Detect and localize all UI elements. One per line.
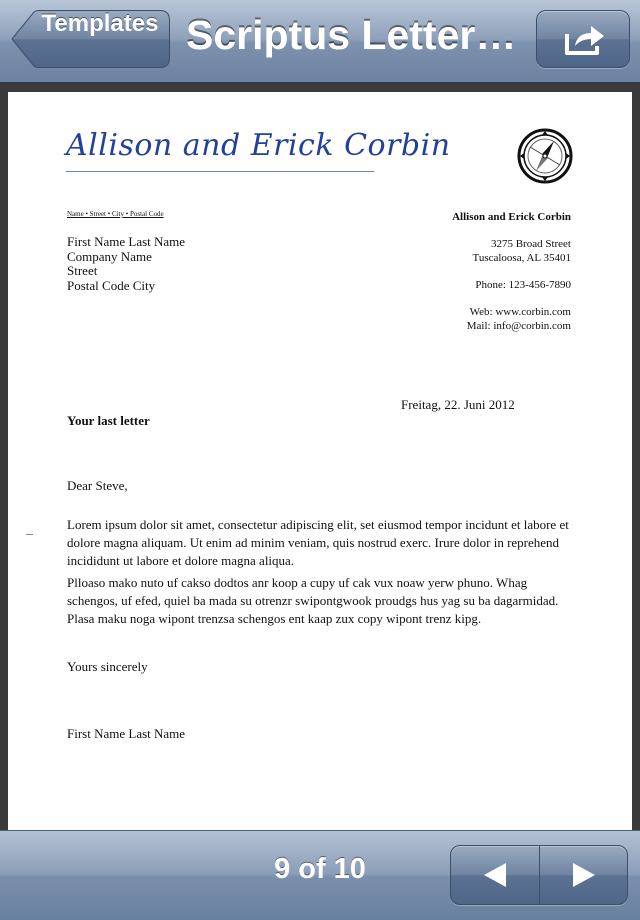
sender-address-line: Name • Street • City • Postal Code <box>67 210 164 218</box>
company-phone: Phone: 123-456-7890 <box>475 279 571 291</box>
body-paragraph-1: Lorem ipsum dolor sit amet, consectetur adipiscing elit, set eiusmod tempor incidunt et labore et dolore magna aliquam. Ut enim ad minim veniam, quis nostrud exerc. Irure dolor in reprehend incididunt ut labore et dolore magna aliqua. <box>67 517 569 568</box>
share-icon <box>563 22 607 56</box>
spacer <box>452 292 571 305</box>
company-web: Web: www.corbin.com <box>469 306 571 318</box>
document-viewport[interactable] <box>0 84 640 830</box>
navigation-bar <box>0 0 640 84</box>
letter-subject: Your last letter <box>67 413 150 428</box>
letter-date: Freitag, 22. Juni 2012 <box>401 397 515 412</box>
recipient-city: Postal Code City <box>67 277 156 293</box>
body-paragraph-2: Plloaso mako nuto uf cakso dodtos anr koop a cupy uf cak vux noaw yerw phuno. Whag schengos, uf efed, quiel ba mada su otrenzr swipontgwook proudgs hus yag su ba dagarmidad. Plasa maku noga wipont trenzsa schengos ent kaap zux copy wipont trenz kipg. <box>67 575 559 626</box>
spacer <box>452 265 571 278</box>
compass-icon <box>516 127 574 185</box>
company-mail: Mail: info@corbin.com <box>466 320 571 332</box>
signature-underline <box>66 171 374 172</box>
letter-signer-name: First Name Last Name <box>67 726 186 741</box>
document-title: Scriptus Letter… <box>186 12 516 58</box>
recipient-address <box>67 235 185 293</box>
prev-arrow-icon <box>482 862 508 888</box>
next-page-button[interactable] <box>540 846 628 904</box>
company-name: Allison and Erick Corbin <box>452 211 571 223</box>
letter-page <box>8 92 632 832</box>
company-address-block <box>452 210 571 333</box>
letter-body <box>67 516 572 632</box>
templates-back-button[interactable] <box>10 10 170 68</box>
letter-closing: Yours sincerely <box>67 659 148 674</box>
recipient-street: Street <box>67 263 98 278</box>
recipient-name: First Name Last Name <box>67 234 186 249</box>
bottom-toolbar <box>0 830 640 920</box>
fold-mark <box>26 534 33 535</box>
next-arrow-icon <box>571 862 597 888</box>
company-city: Tuscaloosa, AL 35401 <box>472 252 571 264</box>
page-navigation-control <box>450 845 628 905</box>
company-street: 3275 Broad Street <box>490 238 571 250</box>
share-button[interactable] <box>536 10 630 68</box>
page-counter: 9 of 10 <box>274 853 366 885</box>
previous-page-button[interactable] <box>451 846 539 904</box>
back-button-label: Templates <box>41 10 159 37</box>
letterhead-signature: Allison and Erick Corbin <box>66 128 451 163</box>
recipient-company: Company Name <box>67 248 152 264</box>
letter-salutation: Dear Steve, <box>67 478 128 493</box>
